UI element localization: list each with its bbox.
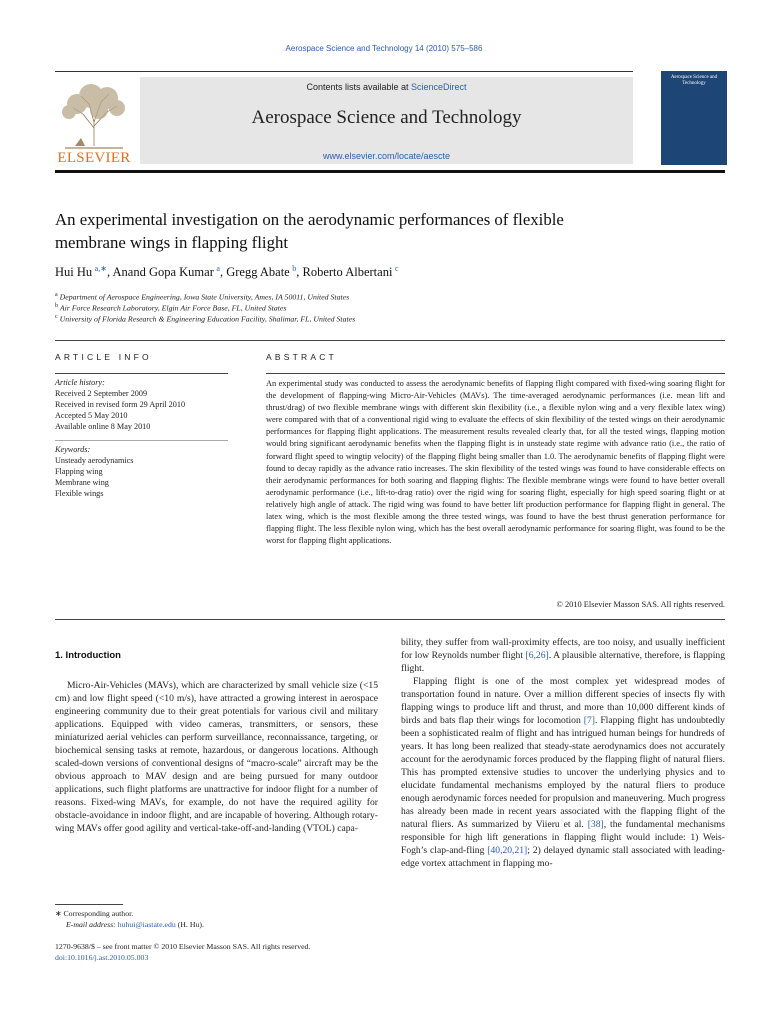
email-link[interactable]: huhui@iastate.edu xyxy=(117,920,176,929)
footnote-rule xyxy=(55,904,123,905)
header-top-rule xyxy=(55,71,633,72)
abstract-copyright: © 2010 Elsevier Masson SAS. All rights reserved. xyxy=(556,600,725,609)
author-affiliation-mark[interactable]: a,∗ xyxy=(94,264,107,273)
affiliation-b: $^b$ Air Force Research Laboratory, Elgin Air Force Base, FL, United States xyxy=(55,303,287,313)
citation-link[interactable]: [38] xyxy=(587,819,604,830)
body-column-right xyxy=(401,636,725,870)
journal-cover-thumbnail[interactable] xyxy=(651,71,727,165)
citation-link[interactable]: [7] xyxy=(583,715,595,726)
journal-url-link[interactable]: www.elsevier.com/locate/aescte xyxy=(322,151,451,161)
accepted-date: Accepted 5 May 2010 xyxy=(55,411,128,420)
citation-link[interactable]: [6,26] xyxy=(525,650,549,661)
corresponding-author-note: ∗ Corresponding author. xyxy=(55,909,134,918)
divider xyxy=(55,440,228,441)
author-name: Hui Hu xyxy=(55,265,93,280)
citation-link[interactable]: [40,20,21] xyxy=(487,845,528,856)
paper-title xyxy=(55,208,735,254)
keywords-label: Keywords: xyxy=(55,445,91,454)
title-line-2: membrane wings in flapping flight xyxy=(55,233,289,252)
journal-reference[interactable]: Aerospace Science and Technology 14 (2010) 575–586 xyxy=(285,44,483,53)
sciencedirect-link[interactable]: ScienceDirect xyxy=(411,82,467,92)
received-date: Received 2 September 2009 xyxy=(55,389,148,398)
affiliation-a: $^a$ Department of Aerospace Engineering, Iowa State University, Ames, IA 50011, United States xyxy=(55,292,350,302)
email-note: E-mail address: huhui@iastate.edu (H. Hu). xyxy=(66,920,204,929)
paragraph: bility, they suffer from wall-proximity effects, are too noisy, and usually inefficient for low Reynolds number flight [6,26]. A plausible alternative, therefore, is flapping flight. xyxy=(401,637,725,674)
keyword-item: Membrane wing xyxy=(55,478,109,487)
header-bottom-rule xyxy=(55,170,725,173)
header-panel xyxy=(140,77,633,164)
author-name: Roberto Albertani xyxy=(302,265,393,280)
abstract-text: An experimental study was conducted to assess the aerodynamic benefits of flapping flight compared with fixed-wing soaring flight for the development of flapping-wing Micro-Air-Vehicles (MAVs). The time-averaged aerodynamic performances (i.e. mean lift and thrust/drag) of two flexible membrane wings with different skin flexibility (i.e., a flexible nylon wing and a very flexible latex wing) were compared with that of a conventional rigid wing to evaluate the effects of skin flexibility of the tested wings on their aerodynamic performances for flapping flight applications. The measurement results revealed clearly that, for all the tested wings, flapping motion would bring significant aerodynamic benefits when the flapping flight is in unsteady state regime with advance ratio (i.e., the ratio of forward flight speed to wingtip velocity) of the flapping flight being smaller than 1.0. The aerodynamic benefits of flapping flight were found to decay rapidly as the advance ratio increases. The skin flexibility of the tested wings was found to have considerable effects on their aerodynamic performances for both soaring and flapping flights: The flexible membrane wings were found to have better overall aerodynamic performance (i.e., lift-to-drag ratio) over the rigid wing for soaring flight, especially for high speed soaring flight or at relatively high angle of attack. The rigid wing was found to have better lift production performance for flapping flight in general. The latex wing, which is the most flexible among the three tested wings, was found to have the best thrust generation performance for flapping flight. The less flexible nylon wing, which has the best overall aerodynamic performance for soaring flight, was found to be the worst for flapping flight applications. xyxy=(266,379,725,546)
divider xyxy=(55,340,725,341)
cover-title: Aerospace Science and Technology xyxy=(670,75,718,86)
author-list: Hui Hu $^{a,∗}$, Anand Gopa Kumar $^a$, Gregg Abate $^b$, Roberto Albertani $^c$ xyxy=(55,264,399,280)
divider xyxy=(266,373,725,374)
contents-prefix: Contents lists available at xyxy=(306,82,412,92)
title-line-1: An experimental investigation on the aerodynamic performances of flexible xyxy=(55,210,564,229)
issn-line: 1270-9638/$ – see front matter © 2010 Elsevier Masson SAS. All rights reserved. xyxy=(55,942,311,951)
affiliation-c: $^c$ University of Florida Research & Engineering Education Facility, Shalimar, FL, United States xyxy=(55,314,356,324)
keyword-item: Flapping wing xyxy=(55,467,103,476)
author-affiliation-mark[interactable]: b xyxy=(292,264,297,273)
body-column-left xyxy=(55,679,378,835)
paragraph: Flapping flight is one of the most complex yet widespread modes of transportation found in nature. Over a million different species of insects fly with flapping wings to produce lift and thrust, and more than 10,000 different kinds of birds and bats flap their wings for locomotion [7]. Flapping flight has undoubtedly been a sophisticated realm of flight and has intrigued human beings for hundreds of years. It has long been realized that steady-state aerodynamics does not accurately account for the aerodynamic forces produced by the flapping flight of natural fliers. This has prompted extensive studies to uncover the underlying physics and to elucidate fundamental mechanisms employed by the natural fliers to produce enough aerodynamic forces needed for propulsion and maneuvering. Much progress has already been made in recent years associated with the flapping flight of the natural fliers. As summarized by Viieru et al. [38], the fundamental mechanisms responsible for high lift generations in flapping flight would include: 1) Weis-Fogh’s clap-and-fling [40,20,21]; 2) delayed dynamic stall associated with leading-edge vortex attachment in flapping mo- xyxy=(401,676,725,869)
author-affiliation-mark[interactable]: c xyxy=(394,264,399,273)
journal-header xyxy=(55,77,633,164)
divider xyxy=(55,619,725,620)
paragraph: Micro-Air-Vehicles (MAVs), which are characterized by small vehicle size (<15 cm) and low flight speed (<10 m/s), have attracted a growing interest in aerospace engineering community due to their great potentials for various civil and military applications. Equipped with video cameras, transmitters, or sensors, these miniaturized aerial vehicles can perform surveillance, reconnaissance, targeting, or biochemical sensing tasks at remote, hazardous, or dangerous locations. Although scaled-down versions of conventional designs of “macro-scale” aircraft may be the obvious approach to MAV design and are being pursued for many outdoor applications, such flight platforms are unattractive for indoor flight for a number of reasons. Fixed-wing MAVs, for example, do not have the required agility for obstacle-avoidance in indoor flight, and are incapable of hovering. Although rotary-wing MAVs offer good agility and vertical-take-off-and-landing (VTOL) capa- xyxy=(55,680,378,834)
cover-spine xyxy=(651,71,661,165)
contents-line xyxy=(140,82,633,92)
article-info-heading: ARTICLE INFO xyxy=(55,352,152,362)
revised-date: Received in revised form 29 April 2010 xyxy=(55,400,186,409)
divider xyxy=(55,373,228,374)
keyword-item: Unsteady aerodynamics xyxy=(55,456,134,465)
online-date: Available online 8 May 2010 xyxy=(55,422,151,431)
abstract-heading: ABSTRACT xyxy=(266,352,337,362)
journal-name: Aerospace Science and Technology xyxy=(251,107,522,128)
section-heading-introduction: 1. Introduction xyxy=(55,650,121,661)
keyword-item: Flexible wings xyxy=(55,489,104,498)
doi-link[interactable]: doi:10.1016/j.ast.2010.05.003 xyxy=(55,953,149,962)
author-affiliation-mark[interactable]: a xyxy=(216,264,220,273)
publisher-wordmark: ELSEVIER xyxy=(57,150,131,166)
author-name: Anand Gopa Kumar xyxy=(112,265,214,280)
article-history-label: Article history: xyxy=(55,378,105,387)
author-name: Gregg Abate xyxy=(226,265,290,280)
